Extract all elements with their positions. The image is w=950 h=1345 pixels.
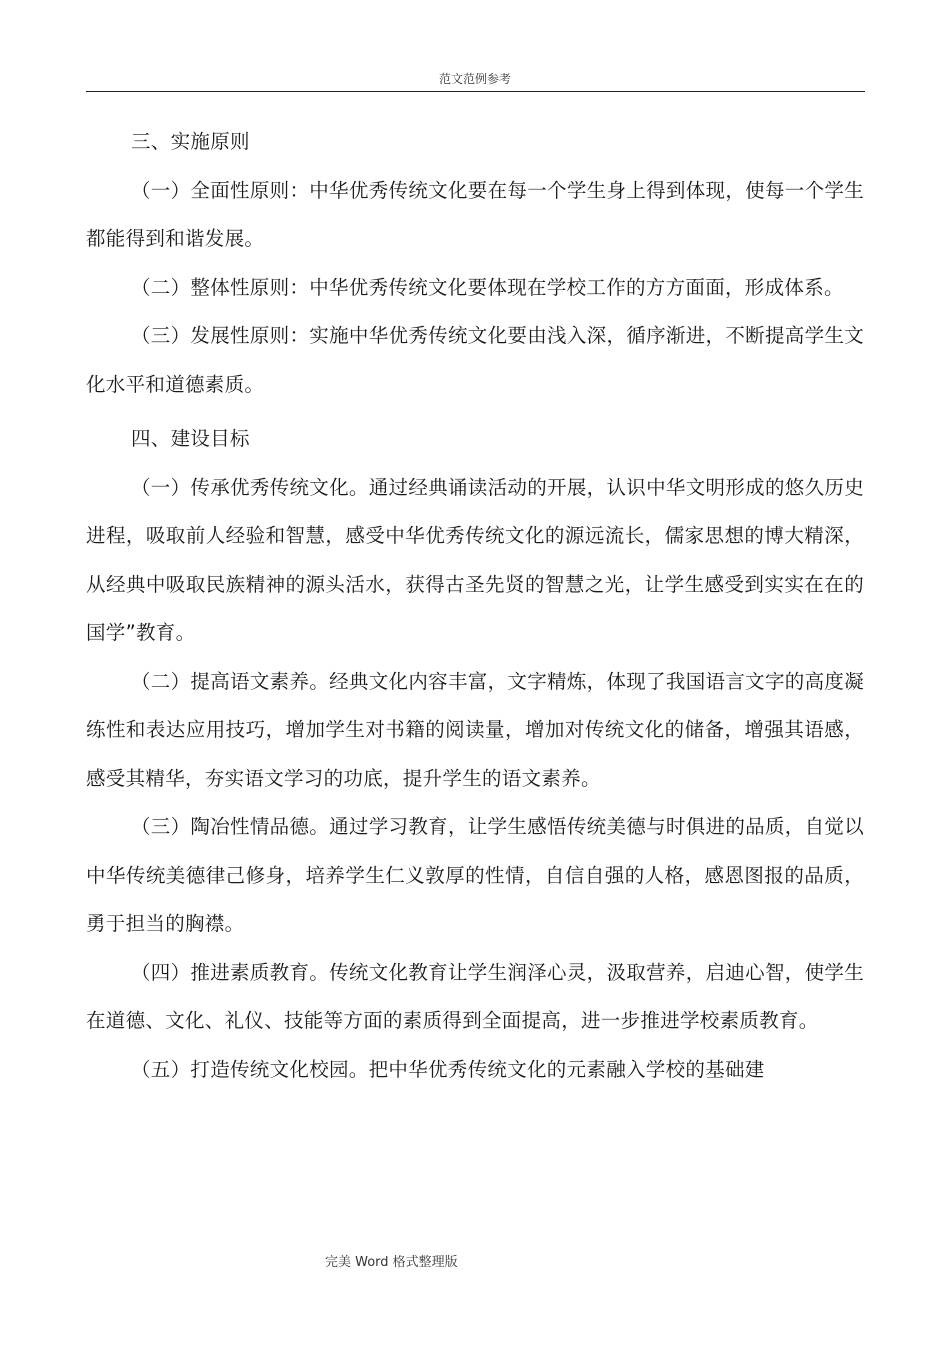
goal-campus-culture: （五）打造传统文化校园。把中华优秀传统文化的元素融入学校的基础建	[131, 1057, 765, 1081]
goal-language-literacy: （二）提高语文素养。经典文化内容丰富，文字精炼，体现了我国语言文字的高度凝练性和表达应用技巧，增加学生对书籍的阅读量，增加对传统文化的储备，增强其语感，感受其精华，夯实语文学习的功底，提升学生的语文素养。	[86, 669, 864, 790]
section-heading-principles: 三、实施原则	[131, 130, 250, 153]
principle-holistic: （二）整体性原则：中华优秀传统文化要体现在学校工作的方方面面，形成体系。	[131, 275, 844, 299]
principle-developmental: （三）发展性原则：实施中华优秀传统文化要由浅入深，循序渐进，不断提高学生文化水平和道德素质。	[86, 324, 864, 396]
principle-comprehensive: （一）全面性原则：中华优秀传统文化要在每一个学生身上得到体现，使每一个学生都能得到和谐发展。	[86, 178, 864, 250]
page-header-title: 范文范例参考	[438, 72, 511, 86]
section-heading-goals: 四、建设目标	[131, 427, 250, 450]
page-footer-text: 完美 Word 格式整理版	[325, 1255, 458, 1270]
header-divider	[86, 91, 865, 92]
goal-quality-education: （四）推进素质教育。传统文化教育让学生润泽心灵，汲取营养，启迪心智，使学生在道德、文化、礼仪、技能等方面的素质得到全面提高，进一步推进学校素质教育。	[86, 960, 864, 1032]
document-body	[86, 118, 864, 1094]
goal-moral-character: （三）陶冶性情品德。通过学习教育，让学生感悟传统美德与时俱进的品质，自觉以中华传统美德律己修身，培养学生仁义敦厚的性情，自信自强的人格，感恩图报的品质，勇于担当的胸襟。	[86, 815, 864, 935]
goal-inherit-culture: （一）传承优秀传统文化。通过经典诵读活动的开展，认识中华文明形成的悠久历史进程，吸取前人经验和智慧，感受中华优秀传统文化的源远流长，儒家思想的博大精深，从经典中吸取民族精神的源头活水，获得古圣先贤的智慧之光，让学生感受到实实在在的国学”教育。	[86, 475, 864, 644]
